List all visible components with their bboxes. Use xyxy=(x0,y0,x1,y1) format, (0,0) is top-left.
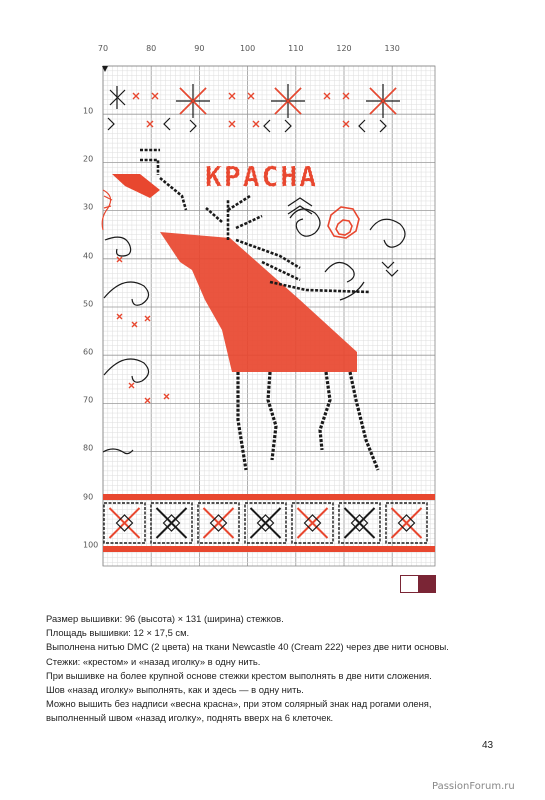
solar-sign xyxy=(328,207,359,238)
x-axis-label: 70 xyxy=(97,44,109,53)
x-axis-label: 120 xyxy=(336,44,352,53)
swatch-light xyxy=(401,576,418,592)
word-krasna: КРАСНА xyxy=(205,160,319,193)
y-axis-label: 100 xyxy=(83,540,99,550)
swatch-dark xyxy=(418,576,435,592)
description-line: Площадь вышивки: 12 × 17,5 см. xyxy=(46,627,190,639)
description-line: Размер вышивки: 96 (высота) × 131 (ширина) стежков. xyxy=(46,613,284,624)
border-bottom-stripe xyxy=(103,546,435,552)
description-line: выполненный швом «назад иголку», поднять вверх на 6 клеточек. xyxy=(46,712,334,724)
y-axis-label: 50 xyxy=(83,299,94,309)
star-ornament xyxy=(110,84,400,118)
embroidered-word xyxy=(205,160,318,193)
y-axis-label: 20 xyxy=(83,154,94,164)
x-axis-label: 100 xyxy=(239,44,256,53)
pattern-description xyxy=(46,612,516,726)
border-top-stripe xyxy=(103,494,435,500)
description-line: Можно вышить без надписи «весна красна», при этом солярный знак над рогами оленя, xyxy=(46,698,432,710)
deer-leg xyxy=(350,372,378,470)
description-line: Стежки: «крестом» и «назад иголку» в одну нить. xyxy=(46,655,261,667)
x-axis-label: 90 xyxy=(194,44,205,53)
y-axis-label: 80 xyxy=(83,443,94,453)
antler xyxy=(228,196,250,210)
deer-motif xyxy=(112,150,378,470)
y-axis-label: 40 xyxy=(83,251,94,261)
thread-swatch xyxy=(400,575,436,593)
antler xyxy=(236,216,262,228)
antler xyxy=(160,178,186,210)
bird-body xyxy=(112,174,160,198)
x-axis-label: 110 xyxy=(288,44,304,53)
y-axis-label: 10 xyxy=(83,106,94,116)
deer-leg xyxy=(320,372,330,450)
y-axis-label: 60 xyxy=(83,347,94,357)
description-line: Выполнена нитью DMC (2 цвета) на ткани Newcastle 40 (Cream 222) через две нити основы. xyxy=(46,641,449,653)
y-axis-label: 90 xyxy=(83,492,94,502)
page-number: 43 xyxy=(482,740,494,751)
description-line: Шов «назад иголку» выполнять, как и здесь — в одну нить. xyxy=(46,684,304,696)
watermark: PassionForum.ru xyxy=(432,781,515,792)
y-axis-label: 70 xyxy=(83,395,94,405)
description-line: При вышивке на более крупной основе стежки крестом выполнять в две нити сложения. xyxy=(46,669,432,681)
deer-leg xyxy=(238,372,246,470)
x-axis-label: 80 xyxy=(146,44,157,53)
x-axis-label: 130 xyxy=(384,44,400,53)
y-axis-label: 30 xyxy=(83,202,94,212)
